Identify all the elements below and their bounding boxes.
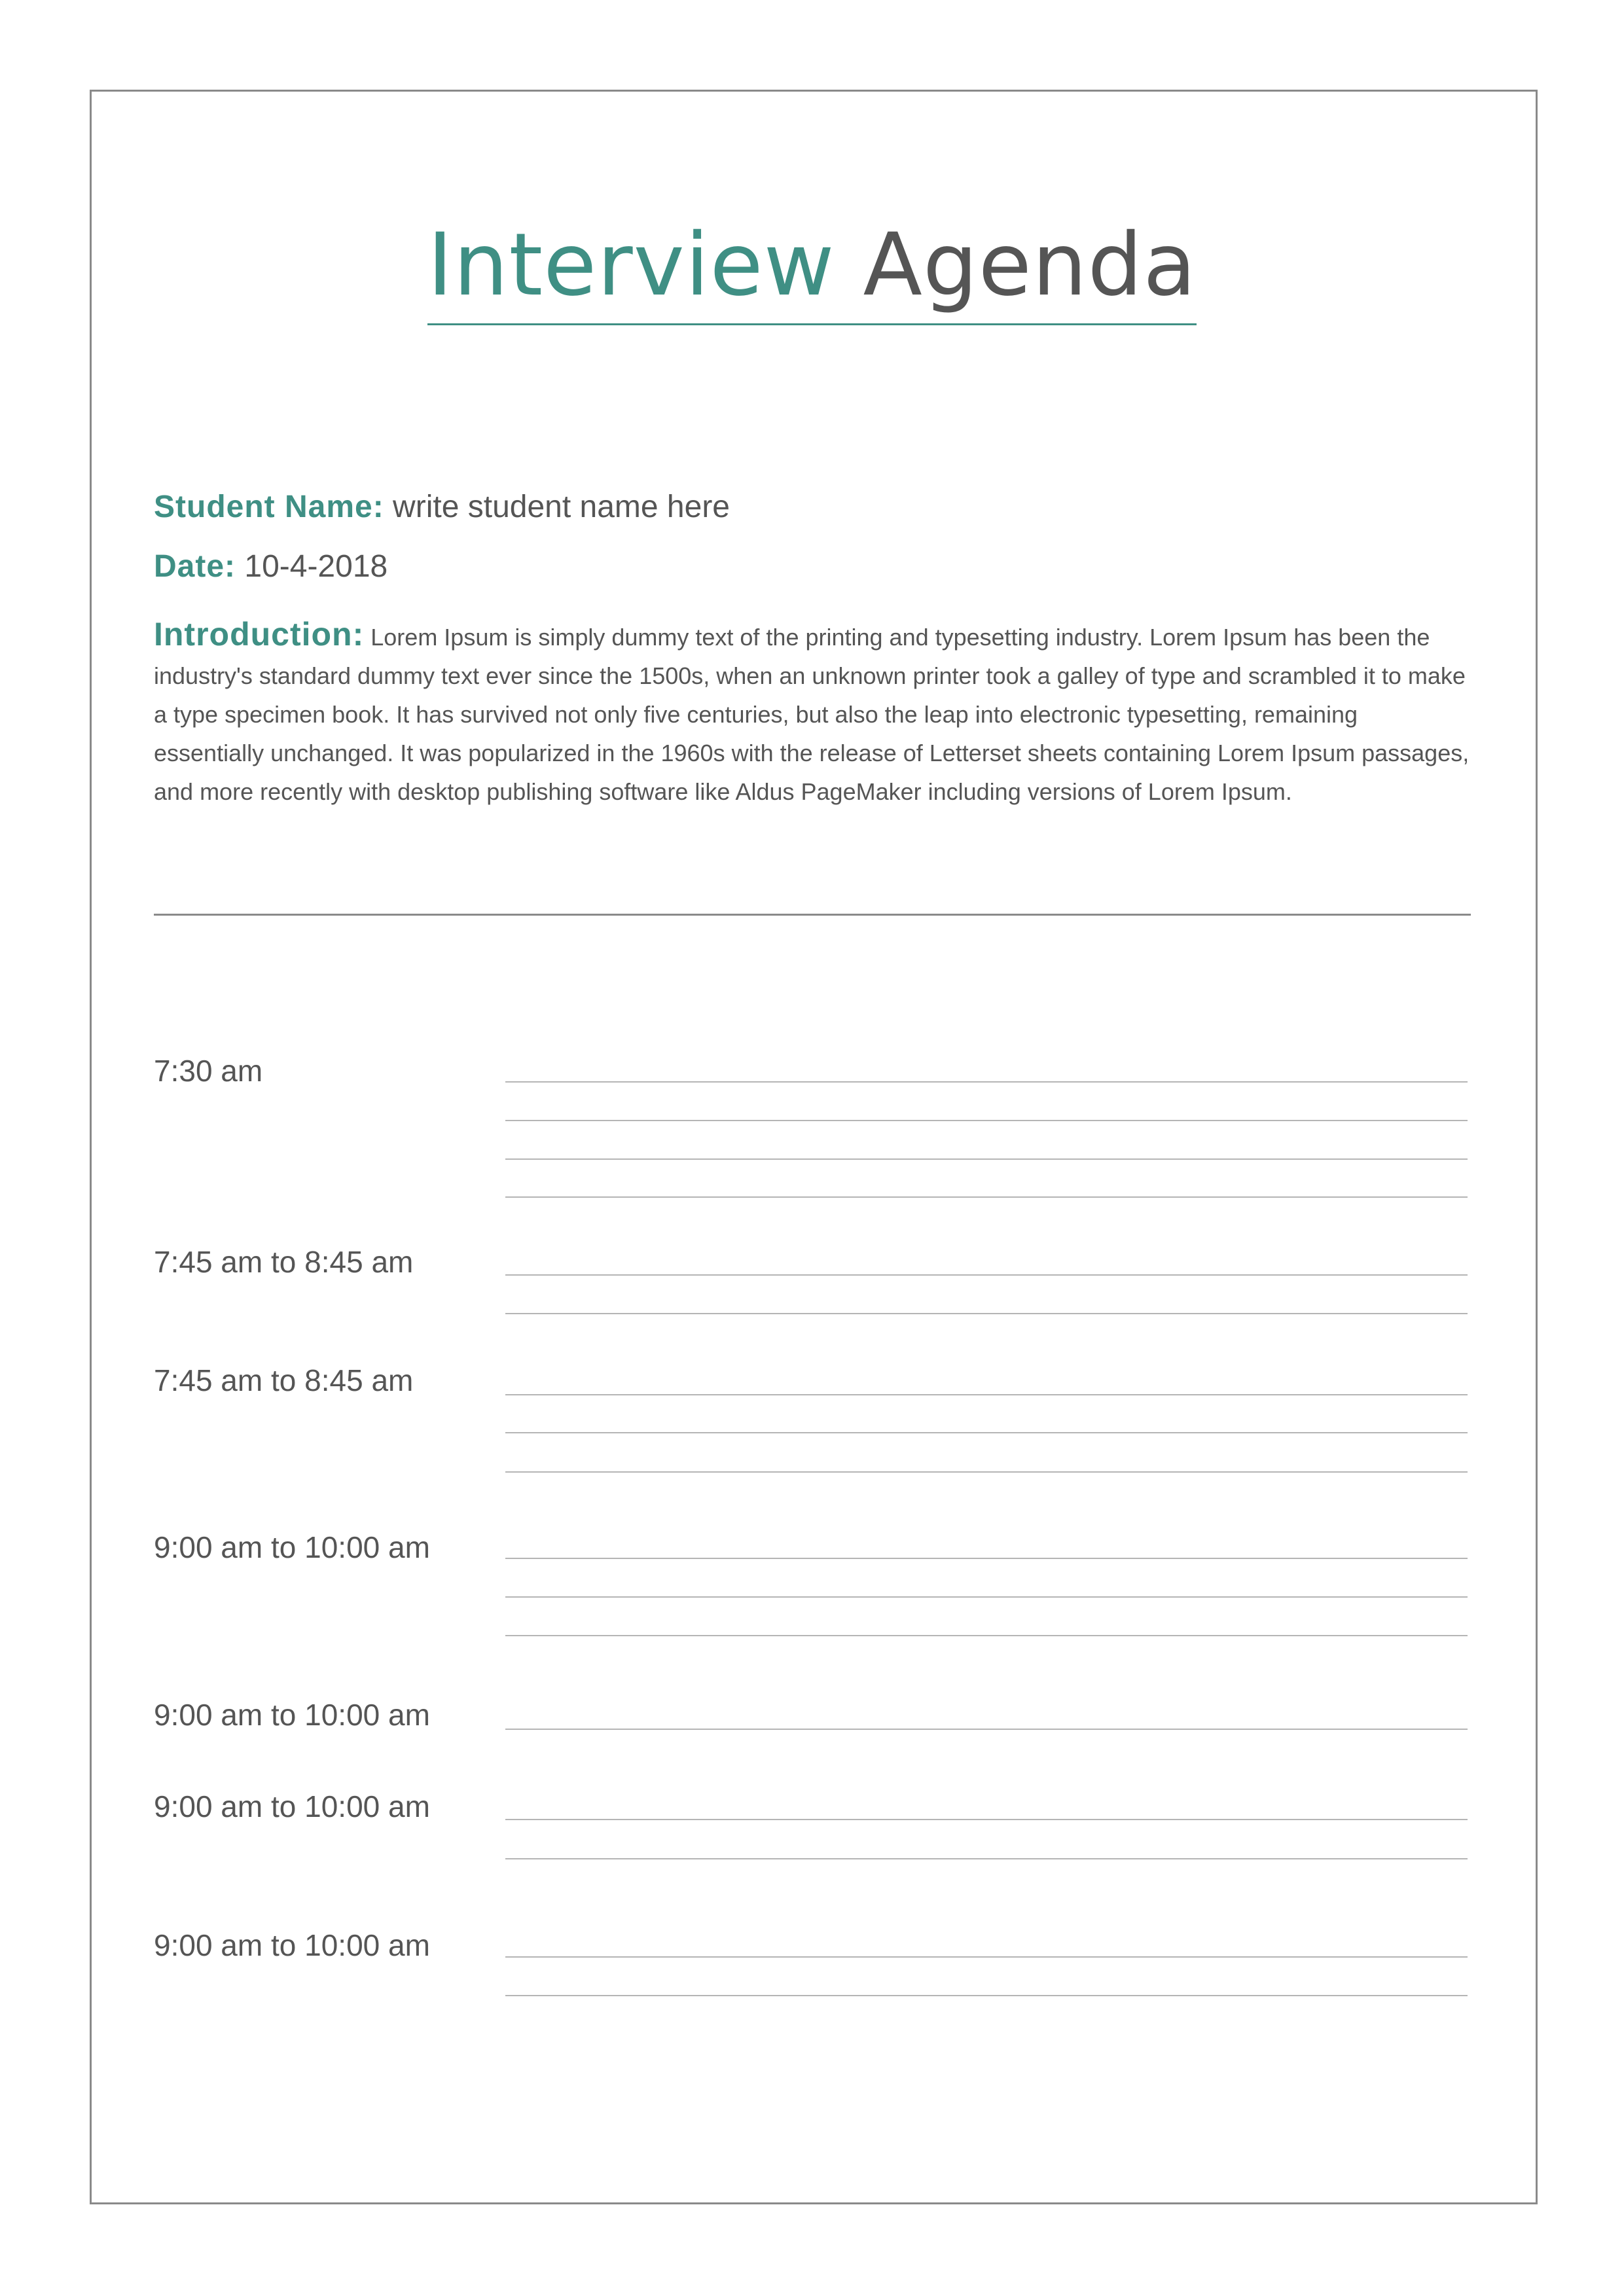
note-line[interactable] — [505, 1819, 1468, 1820]
note-line[interactable] — [505, 1471, 1468, 1473]
page-border — [90, 90, 1538, 2204]
date-field — [154, 547, 388, 586]
note-line[interactable] — [505, 1394, 1468, 1395]
page-title — [427, 216, 1197, 325]
student-name-value[interactable]: write student name here — [393, 490, 730, 524]
note-line[interactable] — [505, 1558, 1468, 1559]
title-part-agenda: Agenda — [863, 215, 1197, 315]
note-line[interactable] — [505, 1120, 1468, 1121]
date-label: Date: — [154, 549, 236, 584]
note-line[interactable] — [505, 1196, 1468, 1198]
schedule-time-3: 7:45 am to 8:45 am — [154, 1363, 414, 1397]
schedule-time-1: 7:30 am — [154, 1054, 263, 1088]
introduction-paragraph — [154, 615, 1470, 811]
section-divider — [154, 914, 1471, 916]
schedule-time-7: 9:00 am to 10:00 am — [154, 1928, 430, 1962]
student-name-field — [154, 488, 730, 527]
title-part-interview: Interview — [427, 215, 835, 315]
introduction-text: Lorem Ipsum is simply dummy text of the printing and typesetting industry. Lorem Ipsum has been the industry's standard dummy text ever since the 1500s, when an unknown printer took a galley of type and scrambled it to make a type specimen book. It has survived not only five centuries, but also the leap into electronic typesetting, remaining essentially unchanged. It was popularized in the 1960s with the release of Letterset sheets containing Lorem Ipsum passages, and more recently with desktop publishing software like Aldus PageMaker including versions of Lorem Ipsum. — [154, 624, 1470, 805]
title-container — [0, 216, 1624, 325]
note-line[interactable] — [505, 1313, 1468, 1314]
introduction-label: Introduction: — [154, 616, 365, 653]
note-line[interactable] — [505, 1635, 1468, 1636]
schedule-time-6: 9:00 am to 10:00 am — [154, 1789, 430, 1823]
student-name-label: Student Name: — [154, 490, 384, 524]
note-line[interactable] — [505, 1995, 1468, 1996]
note-line[interactable] — [505, 1956, 1468, 1958]
note-line[interactable] — [505, 1081, 1468, 1083]
note-line[interactable] — [505, 1858, 1468, 1859]
schedule-time-4: 9:00 am to 10:00 am — [154, 1530, 430, 1564]
note-line[interactable] — [505, 1729, 1468, 1730]
note-line[interactable] — [505, 1274, 1468, 1276]
date-value[interactable]: 10-4-2018 — [244, 549, 388, 584]
schedule-time-5: 9:00 am to 10:00 am — [154, 1698, 430, 1732]
note-line[interactable] — [505, 1432, 1468, 1433]
schedule-time-2: 7:45 am to 8:45 am — [154, 1245, 414, 1279]
note-line[interactable] — [505, 1158, 1468, 1160]
note-line[interactable] — [505, 1596, 1468, 1598]
